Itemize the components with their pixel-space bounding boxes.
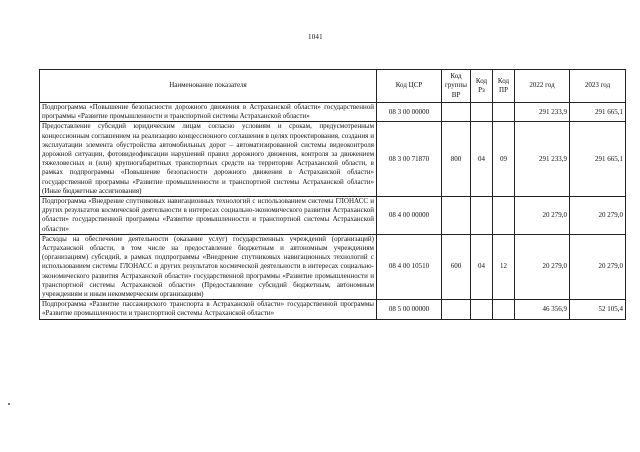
header-name: Наименование показателя <box>40 70 377 103</box>
row-csr: 08 3 00 71870 <box>377 122 442 197</box>
row-name: Предоставление субсидий юридическим лицам согласно условиям и срокам, предусмотренным концессионным соглашением на реализацию концессионного соглашения в целях проектирования, создания и эксплуатации элемента обустройства автомобильных дорог – автоматизированной системы видеоконтроля дорожной ситуации, фотовидеофиксации нарушений правил дорожного движения, контроля за движением тяжеловесных и (или) крупногабаритных транспортных средств на территории Астраханской области, в рамках подпрограммы «Повышение безопасности дорожного движения в Астраханской области» государственной программы «Развитие промышленности и транспортной системы Астраханской области» (Иные бюджетные ассигнования) <box>40 122 377 197</box>
budget-table <box>39 69 626 320</box>
table-row <box>40 300 626 319</box>
table-row <box>40 234 626 299</box>
row-rz: 04 <box>471 234 493 299</box>
header-vr: Код группы ВР <box>442 70 471 103</box>
row-rz <box>471 197 493 235</box>
row-2023: 20 279,0 <box>570 234 626 299</box>
row-vr <box>442 300 471 319</box>
header-pr: Код ПР <box>493 70 515 103</box>
row-rz: 04 <box>471 122 493 197</box>
row-pr <box>493 103 515 122</box>
row-name: Подпрограмма «Внедрение спутниковых навигационных технологий с использованием системы ГЛОНАСС и других результатов космической деятельности в интересах социально-экономического развития Астраханской области» государственной программы «Развитие промышленности и транспортной системы Астраханской области» <box>40 197 377 235</box>
row-csr: 08 3 00 00000 <box>377 103 442 122</box>
row-csr: 08 5 00 00000 <box>377 300 442 319</box>
header-2022: 2022 год <box>515 70 570 103</box>
row-2023: 52 105,4 <box>570 300 626 319</box>
row-vr <box>442 197 471 235</box>
row-pr <box>493 300 515 319</box>
row-pr <box>493 197 515 235</box>
header-2023: 2023 год <box>570 70 626 103</box>
row-vr <box>442 103 471 122</box>
row-name: Подпрограмма «Развитие пассажирского транспорта в Астраханской области» государственной программы «Развитие промышленности и транспортной системы Астраханской области» <box>40 300 377 319</box>
row-name: Подпрограмма «Повышение безопасности дорожного движения в Астраханской области» государственной программы «Развитие промышленности и транспортной системы Астраханской области» <box>40 103 377 122</box>
row-pr: 12 <box>493 234 515 299</box>
row-2022: 291 233,9 <box>515 103 570 122</box>
table-header-row <box>40 70 626 103</box>
row-csr: 08 4 00 10510 <box>377 234 442 299</box>
table-row <box>40 197 626 235</box>
row-2023: 291 665,1 <box>570 103 626 122</box>
row-2022: 20 279,0 <box>515 197 570 235</box>
header-csr: Код ЦСР <box>377 70 442 103</box>
row-vr: 800 <box>442 122 471 197</box>
header-rz: Код Рз <box>471 70 493 103</box>
table-row <box>40 103 626 122</box>
row-rz <box>471 103 493 122</box>
row-pr: 09 <box>493 122 515 197</box>
row-csr: 08 4 00 00000 <box>377 197 442 235</box>
table-row <box>40 122 626 197</box>
row-vr: 600 <box>442 234 471 299</box>
page-number: 1041 <box>308 33 323 41</box>
scan-speck <box>8 403 10 405</box>
row-2022: 291 233,9 <box>515 122 570 197</box>
row-name: Расходы на обеспечение деятельности (оказание услуг) государственных учреждений (организаций) Астраханской области, в том числе на предоставление бюджетным и автономным учреждениям (организациям) субсидий, в рамках подпрограммы «Внедрение спутниковых навигационных технологий с использованием системы ГЛОНАСС и других результатов космической деятельности в интересах социально-экономического развития Астраханской области» государственной программы «Развитие промышленности и транспортной системы Астраханской области» (Предоставление субсидий бюджетным, автономным учреждениям и иным некоммерческим организациям) <box>40 234 377 299</box>
row-2023: 291 665,1 <box>570 122 626 197</box>
row-2022: 20 279,0 <box>515 234 570 299</box>
row-rz <box>471 300 493 319</box>
row-2022: 46 356,9 <box>515 300 570 319</box>
row-2023: 20 279,0 <box>570 197 626 235</box>
